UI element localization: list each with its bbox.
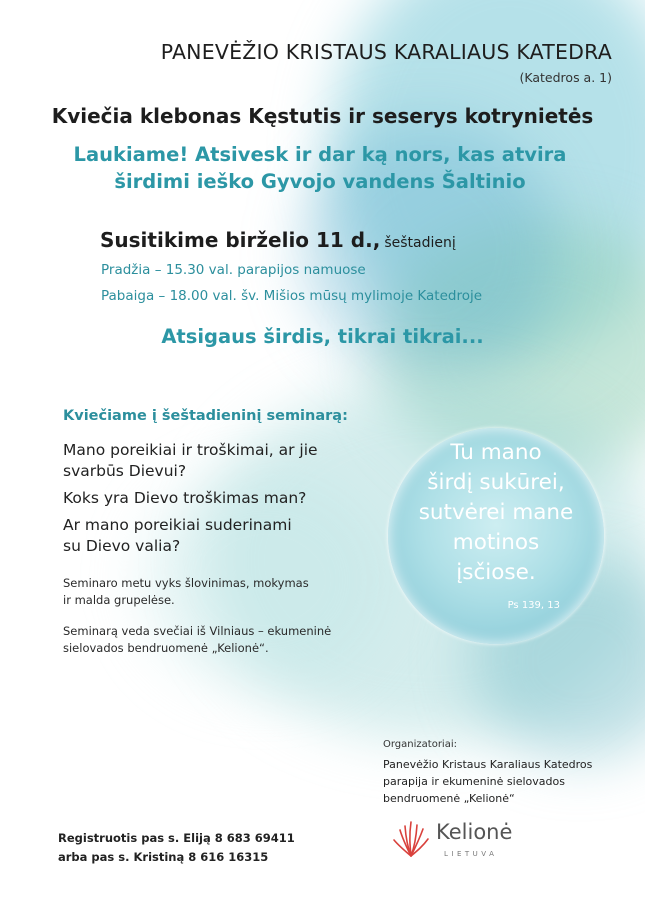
page-title: PANEVĖŽIO KRISTAUS KARALIAUS KATEDRA xyxy=(160,40,612,64)
verse-reference: Ps 139, 13 xyxy=(507,600,560,611)
address: (Katedros a. 1) xyxy=(519,70,612,85)
seminar-heading: Kviečiame į šeštadieninį seminarą: xyxy=(63,408,348,424)
logo-name: Kelionė xyxy=(436,820,513,844)
question-line: svarbūs Dievui? xyxy=(63,462,187,480)
question-line: Koks yra Dievo troškimas man? xyxy=(63,489,307,507)
logo-subtitle: LIETUVA xyxy=(444,850,498,858)
organizers-line: Panevėžio Kristaus Karaliaus Katedros xyxy=(383,758,593,771)
note-line: sielovados bendruomenė „Kelionė“. xyxy=(63,641,269,655)
seminar-question xyxy=(63,440,318,482)
organizers-line: parapija ir ekumeninė sielovados xyxy=(383,775,565,788)
meeting-weekday: šeštadienį xyxy=(384,235,456,251)
verse-line: motinos xyxy=(452,530,540,555)
question-line: Ar mano poreikiai suderinami xyxy=(63,516,292,534)
verse-line: sutvėrei mane xyxy=(418,500,574,525)
organizers-label: Organizatoriai: xyxy=(383,739,457,750)
registration-line: arba pas s. Kristiną 8 616 16315 xyxy=(58,850,269,864)
verse-bubble xyxy=(388,428,604,644)
heart-line: Atsigaus širdis, tikrai tikrai... xyxy=(161,325,484,348)
note-line: ir malda grupelėse. xyxy=(63,593,175,607)
verse-text xyxy=(388,438,604,588)
verse-line: Tu mano xyxy=(450,440,542,465)
welcome-line: širdimi ieško Gyvojo vandens Šaltinio xyxy=(114,170,526,193)
note-line: Seminarą veda svečiai iš Vilniaus – ekumeninė xyxy=(63,624,332,638)
reed-flame-icon xyxy=(392,818,430,858)
note-line: Seminaro metu vyks šlovinimas, mokymas xyxy=(63,576,309,590)
verse-line: įsčiose. xyxy=(456,560,536,585)
meeting-headline: Susitikime birželio 11 d., xyxy=(100,228,381,252)
seminar-note xyxy=(63,623,331,657)
seminar-question xyxy=(63,488,306,509)
welcome-text xyxy=(40,141,600,195)
registration-line: Registruotis pas s. Eliją 8 683 69411 xyxy=(58,831,295,845)
question-line: su Dievo valia? xyxy=(63,537,181,555)
end-time: Pabaiga – 18.00 val. šv. Mišios mūsų mylimoje Katedroje xyxy=(101,288,483,304)
verse-line: širdį sukūrei, xyxy=(427,470,565,495)
welcome-line: Laukiame! Atsivesk ir dar ką nors, kas atvira xyxy=(73,143,567,166)
invite-line: Kviečia klebonas Kęstutis ir seserys kotrynietės xyxy=(51,104,594,128)
kelione-logo xyxy=(392,818,532,862)
organizers-line: bendruomenė „Kelionė“ xyxy=(383,792,515,805)
question-line: Mano poreikiai ir troškimai, ar jie xyxy=(63,441,318,459)
start-time: Pradžia – 15.30 val. parapijos namuose xyxy=(101,262,366,278)
meeting-date xyxy=(100,228,456,252)
seminar-note xyxy=(63,575,309,609)
organizers-text xyxy=(383,756,592,807)
seminar-question xyxy=(63,515,292,557)
